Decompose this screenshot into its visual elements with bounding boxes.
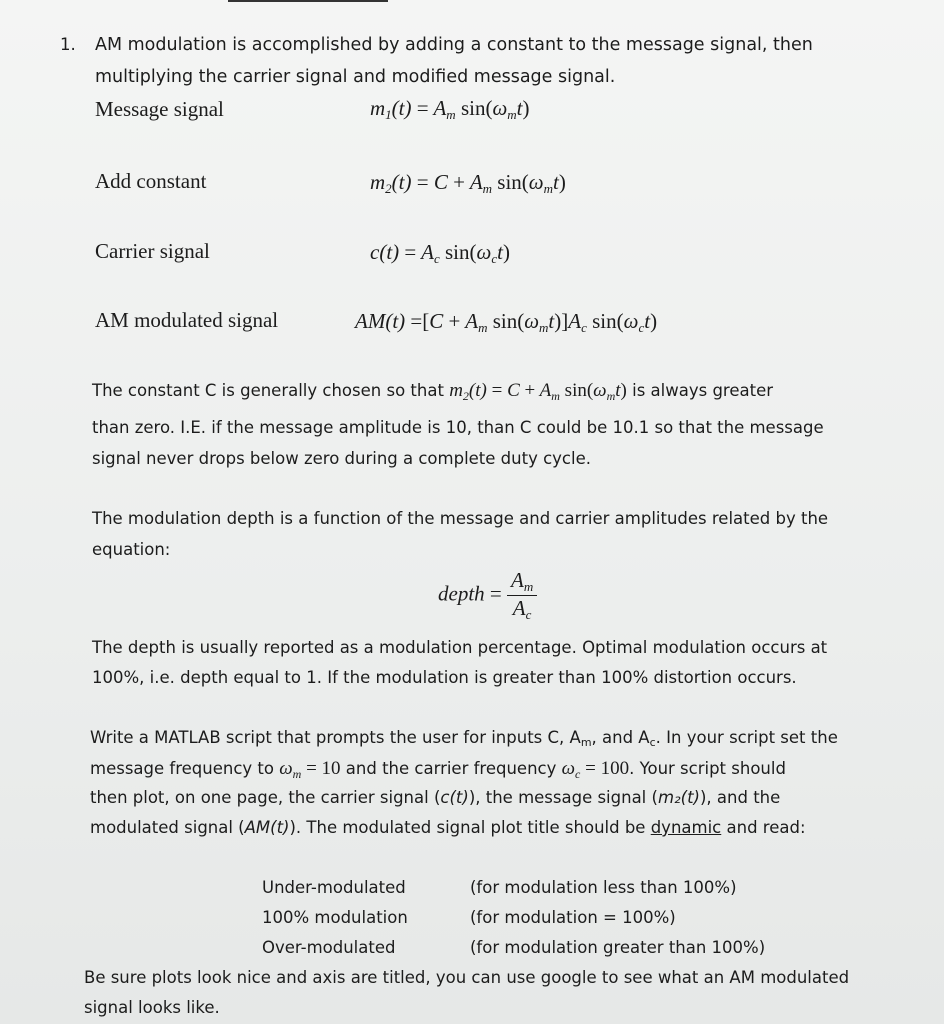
eq-message-signal: $m_1(t) = A_m$ $\sin(\omega_mt)$: [370, 96, 530, 122]
task-line4-mid: ). The modulated signal plot title should be: [289, 818, 651, 837]
eq-inline-m2: $m_2(t) = C + A_m$ $\sin(\omega_mt)$: [449, 380, 627, 403]
eq-am-modulated: $AM(t) =[C + A_m$ $\sin(\omega_mt)]A_c$ $\sin(\omega_ct)$: [355, 309, 658, 335]
label-message-signal: Message signal: [95, 97, 224, 121]
task-line1-mid: , and A: [591, 728, 650, 747]
title-100-name: 100% modulation: [262, 908, 408, 927]
label-add-constant: Add constant: [95, 169, 207, 193]
para-task-line-1: Write a MATLAB script that prompts the user for inputs C, $A_m$, and $A_c$. In your script set the: [90, 728, 838, 749]
task-line2-pre: message frequency to: [90, 759, 274, 778]
intro-line-2: multiplying the carrier signal and modified message signal.: [95, 67, 616, 87]
depth-word: depth: [438, 581, 485, 606]
task-line1-post: . In your script set the: [655, 728, 838, 747]
closing-line-1: Be sure plots look nice and axis are titled, you can use google to see what an AM modulated: [84, 968, 850, 987]
label-carrier-signal: Carrier signal: [95, 239, 210, 263]
para-constant-line-1: [92, 380, 773, 404]
task-line4-dynamic: dynamic: [650, 818, 722, 837]
label-am-modulated: AM modulated signal: [95, 308, 279, 332]
eq-omega-m: $\omega_m = 10$: [279, 758, 341, 781]
depth-fraction: $\frac{A_m}{A_c}$: [507, 568, 537, 623]
task-line3-post: ), and the: [700, 788, 781, 807]
task-line3-pre: then plot, on one page, the carrier signal (: [90, 788, 441, 807]
task-line4-pre: modulated signal (: [90, 818, 245, 837]
para-percent-line-2: 100%, i.e. depth equal to 1. If the modulation is greater than 100% distortion occurs.: [92, 668, 797, 687]
eq-depth: depth = $\frac{A_m}{A_c}$: [438, 568, 537, 623]
para-constant-post: is always greater: [632, 381, 774, 400]
task-line3-m2: m₂(t): [657, 788, 700, 807]
task-line4-am: AM(t): [244, 818, 290, 837]
para-task-line-4: [90, 818, 806, 837]
para-depth-line-2: equation:: [92, 540, 171, 559]
title-under-cond: (for modulation less than 100%): [470, 878, 737, 897]
para-task-line-3: [90, 788, 780, 807]
title-over-cond: (for modulation greater than 100%): [470, 938, 766, 957]
problem-number: 1.: [60, 35, 76, 54]
task-line1-pre: Write a MATLAB script that prompts the user for inputs C, A: [90, 728, 581, 747]
title-under-name: Under-modulated: [262, 878, 406, 897]
task-line4-post: and read:: [721, 818, 806, 837]
task-line2-mid: and the carrier frequency: [345, 759, 557, 778]
task-line3-mid: ), the message signal (: [468, 788, 658, 807]
eq-omega-c: $\omega_c = 100$: [561, 758, 630, 781]
task-line3-c: c(t): [440, 788, 469, 807]
para-constant-line-2: than zero. I.E. if the message amplitude is 10, than C could be 10.1 so that the message: [92, 418, 824, 437]
title-over-name: Over-modulated: [262, 938, 396, 957]
eq-carrier-signal: $c(t) = A_c$ $\sin(\omega_ct)$: [370, 240, 510, 266]
eq-add-constant: $m_2(t) = C + A_m$ $\sin(\omega_mt)$: [370, 170, 566, 196]
freq-m-value: 10: [321, 758, 341, 779]
intro-line-1: AM modulation is accomplished by adding a constant to the message signal, then: [95, 35, 813, 55]
para-constant-pre: The constant C is generally chosen so that: [92, 381, 444, 400]
task-line2-post: . Your script should: [629, 759, 786, 778]
closing-line-2: signal looks like.: [84, 998, 220, 1017]
para-percent-line-1: The depth is usually reported as a modulation percentage. Optimal modulation occurs at: [92, 638, 828, 657]
title-100-cond: (for modulation = 100%): [470, 908, 676, 927]
para-constant-line-3: signal never drops below zero during a complete duty cycle.: [92, 449, 591, 468]
para-task-line-2: [90, 758, 786, 782]
para-depth-line-1: The modulation depth is a function of the message and carrier amplitudes related by the: [92, 509, 829, 528]
freq-c-value: 100: [600, 758, 630, 779]
top-rule: [228, 0, 388, 2]
